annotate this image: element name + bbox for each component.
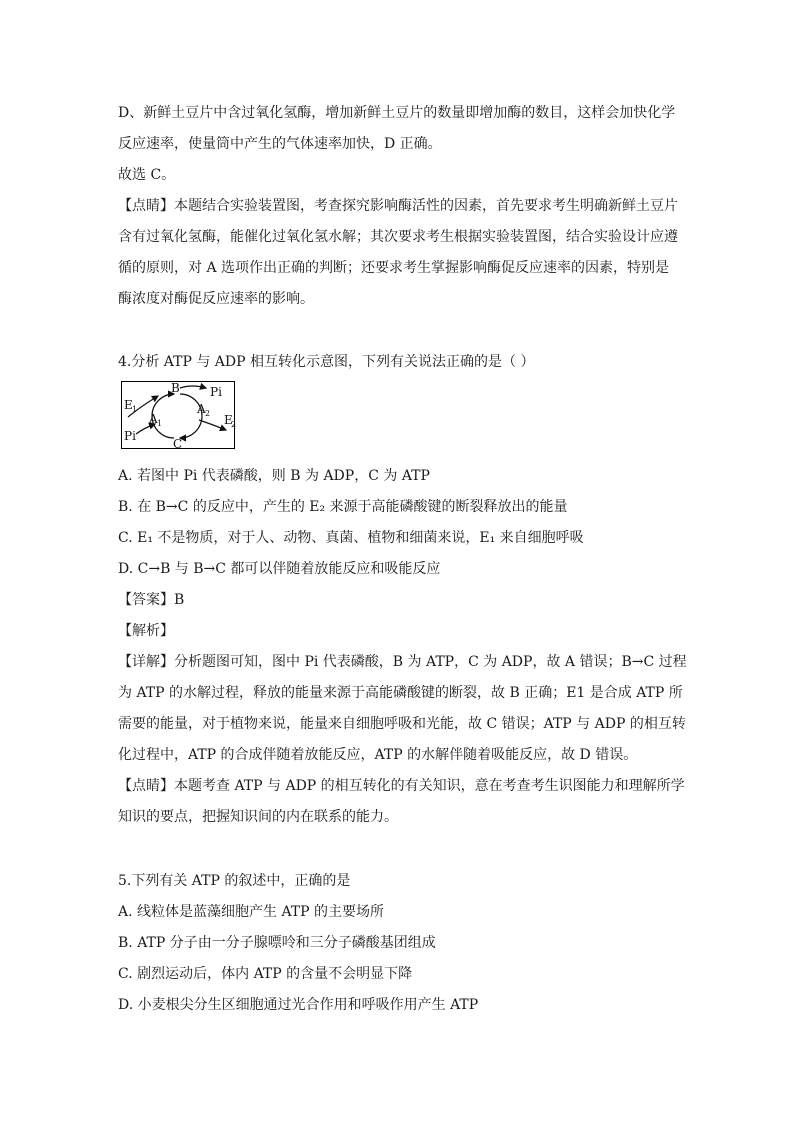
text-line: 【详解】分析题图可知，图中 Pi 代表磷酸，B 为 ATP，C 为 ADP，故 A 错误；B→C 过程 bbox=[118, 654, 687, 670]
label-pi-top: Pi bbox=[210, 385, 222, 399]
question-5-stem: 5.下列有关 ATP 的叙述中，正确的是 bbox=[118, 873, 351, 889]
label-a2-sub: 2 bbox=[205, 409, 211, 418]
label-b: B bbox=[171, 382, 180, 395]
option-c: C. E₁ 不是物质，对于人、动物、真菌、植物和细菌来说，E₁ 来自细胞呼吸 bbox=[118, 530, 584, 546]
text-line: 【点睛】本题结合实验装置图，考查探究影响酶活性的因素，首先要求考生明确新鲜土豆片 bbox=[118, 198, 678, 214]
atp-adp-cycle-diagram bbox=[121, 381, 235, 449]
text-line: 循的原则，对 A 选项作出正确的判断；还要求考生掌握影响酶促反应速率的因素，特别是 bbox=[118, 260, 670, 276]
option-b: B. 在 B→C 的反应中，产生的 E₂ 来源于高能磷酸键的断裂释放出的能量 bbox=[118, 499, 568, 515]
label-a1-sub: 1 bbox=[157, 419, 163, 428]
text-line: 反应速率，使量筒中产生的气体速率加快，D 正确。 bbox=[118, 136, 442, 152]
label-e2: E bbox=[224, 413, 233, 427]
text-line: 含有过氧化氢酶，能催化过氧化氢水解；其次要求考生根据实验装置图，结合实验设计应遵 bbox=[118, 229, 678, 245]
question-4-stem: 4.分析 ATP 与 ADP 相互转化示意图，下列有关说法正确的是（ ） bbox=[118, 354, 535, 370]
text-line: 需要的能量，对于植物来说，能量来自细胞呼吸和光能，故 C 错误；ATP 与 ADP 的相互转 bbox=[118, 716, 686, 732]
label-e1-sub: 1 bbox=[132, 405, 138, 414]
label-a2: A bbox=[197, 402, 206, 416]
label-e2-sub: 2 bbox=[231, 420, 236, 429]
text-line: 知识的要点，把握知识间的内在联系的能力。 bbox=[118, 809, 398, 825]
option-a: A. 线粒体是蓝藻细胞产生 ATP 的主要场所 bbox=[118, 904, 385, 920]
text-line: 酶浓度对酶促反应速率的影响。 bbox=[118, 291, 314, 307]
option-a: A. 若图中 Pi 代表磷酸，则 B 为 ADP，C 为 ATP bbox=[118, 468, 430, 484]
label-pi-left: Pi bbox=[124, 429, 136, 443]
label-a1: A bbox=[149, 412, 158, 426]
text-line: D、新鲜土豆片中含过氧化氢酶，增加新鲜土豆片的数量即增加酶的数目，这样会加快化学 bbox=[118, 105, 676, 121]
label-e1: E bbox=[124, 398, 133, 412]
label-c: C bbox=[173, 437, 183, 450]
answer-line: 【答案】B bbox=[118, 592, 185, 608]
option-c: C. 剧烈运动后，体内 ATP 的含量不会明显下降 bbox=[118, 966, 413, 982]
option-d: D. C→B 与 B→C 都可以伴随着放能反应和吸能反应 bbox=[118, 561, 441, 577]
text-line: 化过程中，ATP 的合成伴随着放能反应，ATP 的水解伴随着吸能反应，故 D 错误。 bbox=[118, 747, 638, 763]
analysis-title: 【解析】 bbox=[118, 623, 174, 639]
option-d: D. 小麦根尖分生区细胞通过光合作用和呼吸作用产生 ATP bbox=[118, 997, 479, 1013]
option-b: B. ATP 分子由一分子腺嘌呤和三分子磷酸基团组成 bbox=[118, 935, 436, 951]
choose-line: 故选 C。 bbox=[118, 167, 176, 183]
text-line: 【点睛】本题考查 ATP 与 ADP 的相互转化的有关知识，意在考查考生识图能力和理解所学 bbox=[118, 778, 685, 794]
text-line: 为 ATP 的水解过程，释放的能量来源于高能磷酸键的断裂，故 B 正确；E1 是合成 ATP 所 bbox=[118, 685, 683, 701]
